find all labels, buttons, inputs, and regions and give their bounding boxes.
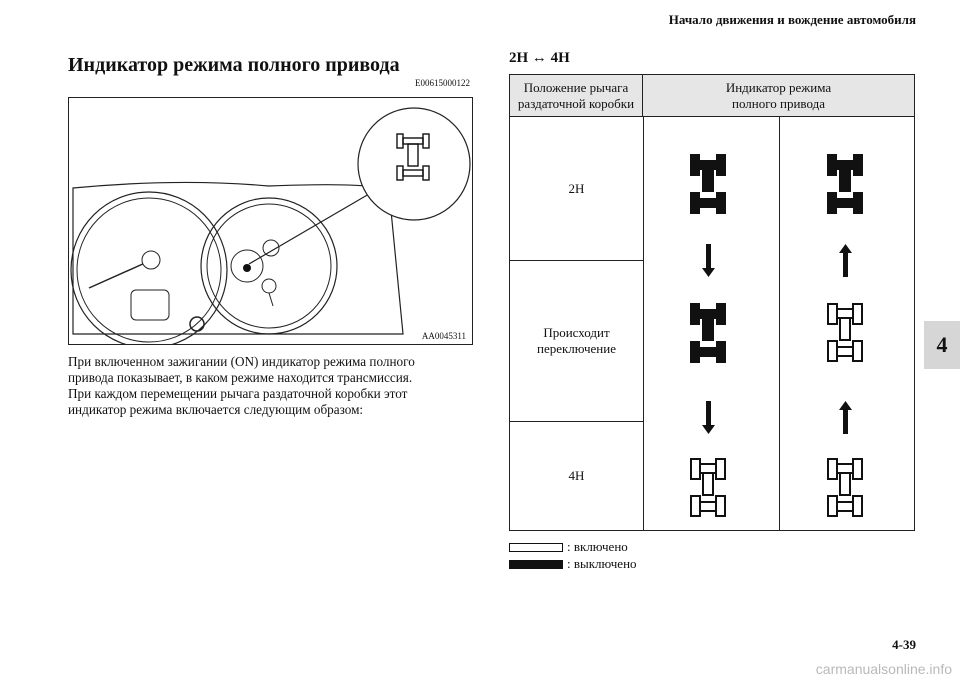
page-number: 4-39 (892, 637, 916, 652)
paragraph-line: привода показывает, в каком режиме находится трансмиссия. (68, 370, 413, 385)
figure-code: AA0045311 (421, 331, 466, 341)
row-label-2h (510, 117, 643, 260)
legend-on-swatch (509, 543, 563, 552)
row-label-text: 4H (568, 468, 585, 483)
table-header-lever (510, 75, 643, 117)
paragraph-line: индикатор режима включается следующим образом: (68, 402, 364, 417)
cluster-illustration (69, 98, 473, 345)
legend-off-swatch (509, 560, 563, 569)
arrow-up-icon (839, 401, 852, 434)
instrument-cluster-figure (68, 97, 473, 345)
arrow-down-icon (702, 401, 715, 434)
indicator-off-icon (827, 154, 863, 214)
row-label-text: Происходит (543, 325, 610, 340)
section-code: E00615000122 (415, 78, 470, 88)
watermark: carmanualsonline.info (815, 661, 952, 677)
section-title: Индикатор режима полного привода (68, 54, 400, 76)
legend-on-label: : включено (567, 539, 628, 554)
indicator-sequence (644, 118, 914, 530)
indicator-off-icon (690, 303, 726, 363)
header-line: полного привода (732, 95, 825, 111)
indicator-on-icon (691, 459, 725, 516)
arrow-down-icon (702, 244, 715, 277)
row-label-4h (510, 422, 643, 530)
row-label-switching (510, 261, 643, 421)
header-line: Индикатор режима (725, 79, 832, 95)
indicator-on-icon (828, 459, 862, 516)
running-header: Начало движения и вождение автомобиля (668, 12, 916, 27)
mode-title: 2H ↔ 4H (509, 50, 570, 66)
arrow-up-icon (839, 244, 852, 277)
table-header-indicator (643, 75, 914, 117)
body-paragraph (68, 354, 478, 418)
header-line: раздаточной коробки (517, 95, 635, 111)
indicator-table (509, 74, 915, 531)
indicator-off-icon (690, 154, 726, 214)
chapter-tab: 4 (924, 321, 960, 369)
row-label-text: 2H (568, 180, 585, 196)
row-label-text: переключение (536, 341, 616, 356)
indicator-on-icon (828, 304, 862, 361)
legend-off-label: : выключено (567, 556, 637, 571)
header-line: Положение рычага (523, 79, 629, 95)
paragraph-line: При включенном зажигании (ON) индикатор режима полного (68, 354, 415, 369)
paragraph-line: При каждом перемещении рычага раздаточной коробки этот (68, 386, 408, 401)
